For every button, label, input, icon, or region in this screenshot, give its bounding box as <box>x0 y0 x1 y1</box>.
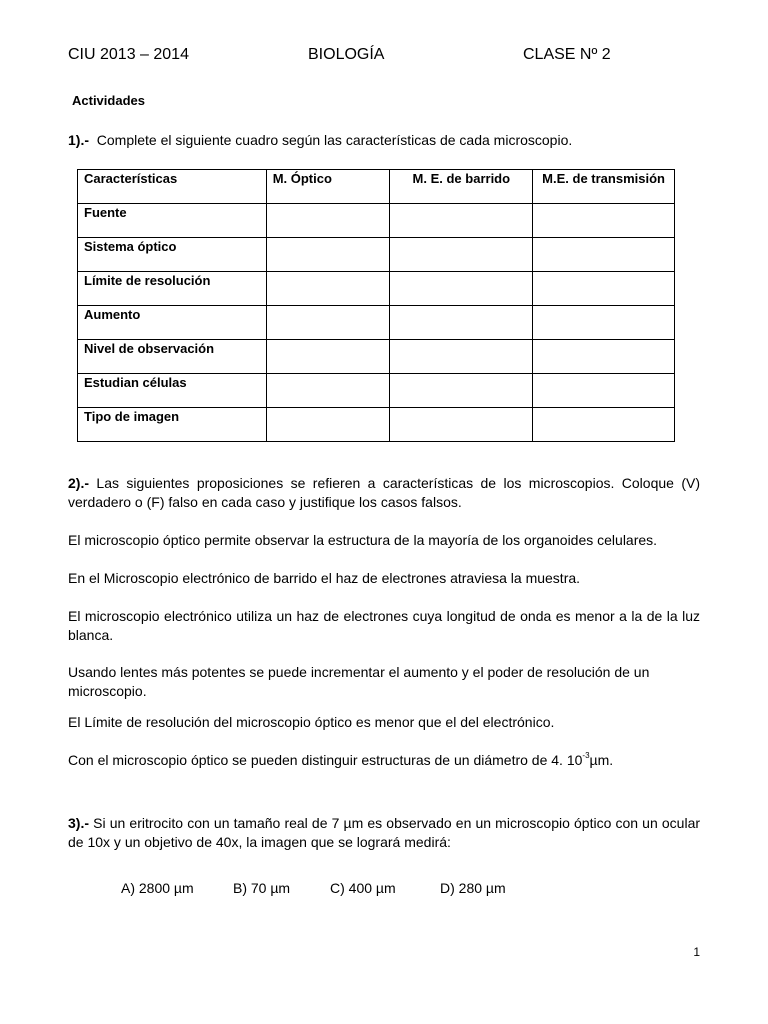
statement-1: El microscopio óptico permite observar la estructura de la mayoría de los organoides celulares. <box>68 532 658 548</box>
empty-cell[interactable] <box>390 272 533 306</box>
exponent: -3 <box>582 751 590 760</box>
empty-cell[interactable] <box>390 204 533 238</box>
option-d[interactable]: D) 280 µm <box>440 880 506 896</box>
empty-cell[interactable] <box>533 408 675 442</box>
empty-cell[interactable] <box>533 204 675 238</box>
table-row <box>78 408 675 442</box>
microscope-table <box>77 169 675 442</box>
table-header-cell: M. E. de barrido <box>390 170 533 204</box>
table-header-row <box>78 170 675 204</box>
row-label: Estudian células <box>78 374 267 408</box>
unit: µm. <box>589 752 614 768</box>
table-row <box>78 340 675 374</box>
section-title: Actividades <box>72 93 145 108</box>
table-header-cell: M. Óptico <box>266 170 390 204</box>
statement-6 <box>68 751 700 770</box>
statement-3: El microscopio electrónico utiliza un haz de electrones cuya longitud de onda es menor a la de la luz blanca. <box>68 608 700 643</box>
table-row <box>78 238 675 272</box>
row-label: Tipo de imagen <box>78 408 267 442</box>
table-row <box>78 272 675 306</box>
table-row <box>78 306 675 340</box>
statement-4: Usando lentes más potentes se puede incrementar el aumento y el poder de resolución de un microscopio. <box>68 664 650 699</box>
question-2-text: Las siguientes proposiciones se refieren a características de los microscopios. Coloque (V) verdadero o (F) falso en cada caso y justifique los casos falsos. <box>68 475 700 510</box>
subject-label: BIOLOGÍA <box>308 46 385 63</box>
question-2 <box>68 474 700 512</box>
statement-2: En el Microscopio electrónico de barrido el haz de electrones atraviesa la muestra. <box>68 570 581 586</box>
empty-cell[interactable] <box>266 204 390 238</box>
question-3-number: 3).- <box>68 815 89 831</box>
question-1 <box>68 131 700 150</box>
question-3 <box>68 814 700 852</box>
empty-cell[interactable] <box>533 340 675 374</box>
empty-cell[interactable] <box>390 306 533 340</box>
empty-cell[interactable] <box>266 272 390 306</box>
option-a[interactable]: A) 2800 µm <box>121 880 194 896</box>
table-header-cell: M.E. de transmisión <box>533 170 675 204</box>
row-label: Fuente <box>78 204 267 238</box>
statement-6-text: Con el microscopio óptico se pueden distinguir estructuras de un diámetro de 4. 10 <box>68 752 583 768</box>
page-header <box>68 46 708 68</box>
empty-cell[interactable] <box>390 374 533 408</box>
question-1-number: 1).- <box>68 132 89 148</box>
empty-cell[interactable] <box>533 238 675 272</box>
empty-cell[interactable] <box>266 306 390 340</box>
empty-cell[interactable] <box>266 238 390 272</box>
empty-cell[interactable] <box>533 306 675 340</box>
table-row <box>78 374 675 408</box>
empty-cell[interactable] <box>390 238 533 272</box>
empty-cell[interactable] <box>266 374 390 408</box>
table-header-cell: Características <box>78 170 267 204</box>
statement-5: El Límite de resolución del microscopio óptico es menor que el del electrónico. <box>68 714 555 730</box>
row-label: Nivel de observación <box>78 340 267 374</box>
option-b[interactable]: B) 70 µm <box>233 880 291 896</box>
empty-cell[interactable] <box>390 408 533 442</box>
course-label: CIU 2013 – 2014 <box>68 46 189 63</box>
empty-cell[interactable] <box>533 374 675 408</box>
empty-cell[interactable] <box>390 340 533 374</box>
empty-cell[interactable] <box>266 340 390 374</box>
question-3-text: Si un eritrocito con un tamaño real de 7 µm es observado en un microscopio óptico con un ocular de 10x y un objetivo de 40x, la imagen que se logrará medirá: <box>68 815 701 850</box>
row-label: Sistema óptico <box>78 238 267 272</box>
empty-cell[interactable] <box>533 272 675 306</box>
option-c[interactable]: C) 400 µm <box>330 880 396 896</box>
question-1-text: Complete el siguiente cuadro según las características de cada microscopio. <box>96 132 573 148</box>
row-label: Límite de resolución <box>78 272 267 306</box>
class-label: CLASE Nº 2 <box>523 46 611 63</box>
question-2-number: 2).- <box>68 475 89 491</box>
empty-cell[interactable] <box>266 408 390 442</box>
page-number: 1 <box>693 945 700 959</box>
row-label: Aumento <box>78 306 267 340</box>
table-row <box>78 204 675 238</box>
